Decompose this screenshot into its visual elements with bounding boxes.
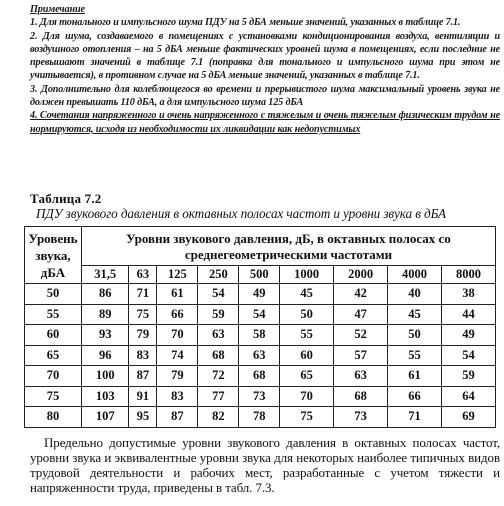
value-cell: 66 xyxy=(157,304,198,325)
value-cell: 65 xyxy=(280,366,334,387)
value-cell: 47 xyxy=(334,304,388,325)
frequency-header-cell: 31,5 xyxy=(82,266,129,284)
notes-heading: Примечание xyxy=(30,4,85,15)
frequency-header-cell: 1000 xyxy=(280,266,334,284)
value-cell: 54 xyxy=(441,345,495,366)
value-cell: 45 xyxy=(280,284,334,305)
value-cell: 61 xyxy=(388,366,442,387)
level-cell: 80 xyxy=(25,407,82,428)
note-item-1: 1. Для тонального и импульсного шума ПДУ на 5 дБА меньше значений, указанных в таблице 7.1. xyxy=(30,17,461,29)
level-cell: 60 xyxy=(25,325,82,346)
value-cell: 91 xyxy=(129,386,157,407)
group-header-line-2: среднегеометрическими частотами xyxy=(184,247,393,262)
value-cell: 57 xyxy=(334,345,388,366)
table-row xyxy=(25,325,496,346)
table-row xyxy=(25,345,496,366)
value-cell: 54 xyxy=(239,304,280,325)
value-cell: 69 xyxy=(441,407,495,428)
value-cell: 66 xyxy=(388,386,442,407)
frequency-header-cell: 4000 xyxy=(388,266,442,284)
value-cell: 44 xyxy=(441,304,495,325)
level-cell: 55 xyxy=(25,304,82,325)
frequency-header-cell: 2000 xyxy=(334,266,388,284)
value-cell: 93 xyxy=(82,325,129,346)
table-row xyxy=(25,407,496,428)
value-cell: 55 xyxy=(388,345,442,366)
note-item-4: 4. Сочетания напряженного и очень напряженного с тяжелым и очень тяжелым физическим трудом не нормируются, исходя из необходимости их ликвидации как недопустимых xyxy=(30,110,500,135)
sound-pressure-table xyxy=(24,226,496,428)
table-row xyxy=(25,366,496,387)
value-cell: 70 xyxy=(280,386,334,407)
level-header-line-1: Уровень xyxy=(28,230,78,246)
value-cell: 86 xyxy=(82,284,129,305)
value-cell: 83 xyxy=(157,386,198,407)
table-body xyxy=(25,284,496,428)
value-cell: 71 xyxy=(129,284,157,305)
value-cell: 42 xyxy=(334,284,388,305)
table-caption-title: ПДУ звукового давления в октавных полосах частот и уровни звука в дБА xyxy=(36,206,446,221)
value-cell: 58 xyxy=(239,325,280,346)
value-cell: 83 xyxy=(129,345,157,366)
value-cell: 107 xyxy=(82,407,129,428)
level-header-line-2: звука, xyxy=(35,247,71,263)
value-cell: 64 xyxy=(441,386,495,407)
value-cell: 63 xyxy=(198,325,239,346)
frequency-header-row xyxy=(25,266,496,284)
value-cell: 79 xyxy=(157,366,198,387)
value-cell: 60 xyxy=(280,345,334,366)
value-cell: 59 xyxy=(441,366,495,387)
value-cell: 87 xyxy=(157,407,198,428)
frequency-header-cell: 8000 xyxy=(441,266,495,284)
note-item-3: 3. Дополнительно для колеблющегося во времени и прерывистого шума максимальный уровень звука не должен превышать 110 дБА, а для импульсного шума 125 дБА xyxy=(30,83,500,109)
value-cell: 82 xyxy=(198,407,239,428)
frequency-header-cell: 500 xyxy=(239,266,280,284)
frequency-header-cell: 125 xyxy=(157,266,198,284)
notes-block xyxy=(30,3,500,136)
value-cell: 70 xyxy=(157,325,198,346)
value-cell: 45 xyxy=(388,304,442,325)
table-row xyxy=(25,304,496,325)
value-cell: 103 xyxy=(82,386,129,407)
frequency-header-cell: 250 xyxy=(198,266,239,284)
body-paragraph: Предельно допустимые уровни звукового давления в октавных полосах частот, уровни звука и эквивалентные уровни звука для некоторых наиболее типичных видов трудовой деятельности и рабочих мест, разработанные с учетом тяжести и напряженности труда, приведены в табл. 7.3. xyxy=(30,435,500,495)
value-cell: 68 xyxy=(239,366,280,387)
value-cell: 50 xyxy=(388,325,442,346)
frequency-header-cell: 63 xyxy=(129,266,157,284)
level-cell: 75 xyxy=(25,386,82,407)
value-cell: 68 xyxy=(334,386,388,407)
value-cell: 54 xyxy=(198,284,239,305)
value-cell: 63 xyxy=(239,345,280,366)
level-column-header xyxy=(25,227,82,284)
value-cell: 87 xyxy=(129,366,157,387)
level-header-line-3: дБА xyxy=(40,264,66,280)
value-cell: 59 xyxy=(198,304,239,325)
value-cell: 52 xyxy=(334,325,388,346)
value-cell: 68 xyxy=(198,345,239,366)
value-cell: 72 xyxy=(198,366,239,387)
level-cell: 50 xyxy=(25,284,82,305)
value-cell: 78 xyxy=(239,407,280,428)
table-caption-number: Таблица 7.2 xyxy=(30,191,102,206)
value-cell: 74 xyxy=(157,345,198,366)
value-cell: 71 xyxy=(388,407,442,428)
table-row xyxy=(25,284,496,305)
value-cell: 75 xyxy=(280,407,334,428)
value-cell: 73 xyxy=(334,407,388,428)
value-cell: 38 xyxy=(441,284,495,305)
value-cell: 79 xyxy=(129,325,157,346)
value-cell: 49 xyxy=(239,284,280,305)
value-cell: 63 xyxy=(334,366,388,387)
level-cell: 70 xyxy=(25,366,82,387)
note-item-2: 2. Для шума, создаваемого в помещениях с установками кондиционирования воздуха, вентиляции и воздушного отопления – на 5 дБА меньше фактических уровней шума в помещениях, если последние не превышают значений в таблице 7.1 (поправка для тонального и импульсного шума при этом не учитывается), в противном случае на 5 дБА меньше значений, указанных в таблице 7.1. xyxy=(30,30,500,82)
value-cell: 73 xyxy=(239,386,280,407)
frequency-group-header xyxy=(82,227,496,266)
value-cell: 75 xyxy=(129,304,157,325)
value-cell: 50 xyxy=(280,304,334,325)
value-cell: 95 xyxy=(129,407,157,428)
group-header-line-1: Уровни звукового давления, дБ, в октавных полосах со xyxy=(126,231,451,246)
level-cell: 65 xyxy=(25,345,82,366)
table-row xyxy=(25,386,496,407)
value-cell: 89 xyxy=(82,304,129,325)
value-cell: 55 xyxy=(280,325,334,346)
value-cell: 49 xyxy=(441,325,495,346)
value-cell: 100 xyxy=(82,366,129,387)
value-cell: 96 xyxy=(82,345,129,366)
value-cell: 61 xyxy=(157,284,198,305)
value-cell: 40 xyxy=(388,284,442,305)
value-cell: 77 xyxy=(198,386,239,407)
table-header-row xyxy=(25,227,496,266)
